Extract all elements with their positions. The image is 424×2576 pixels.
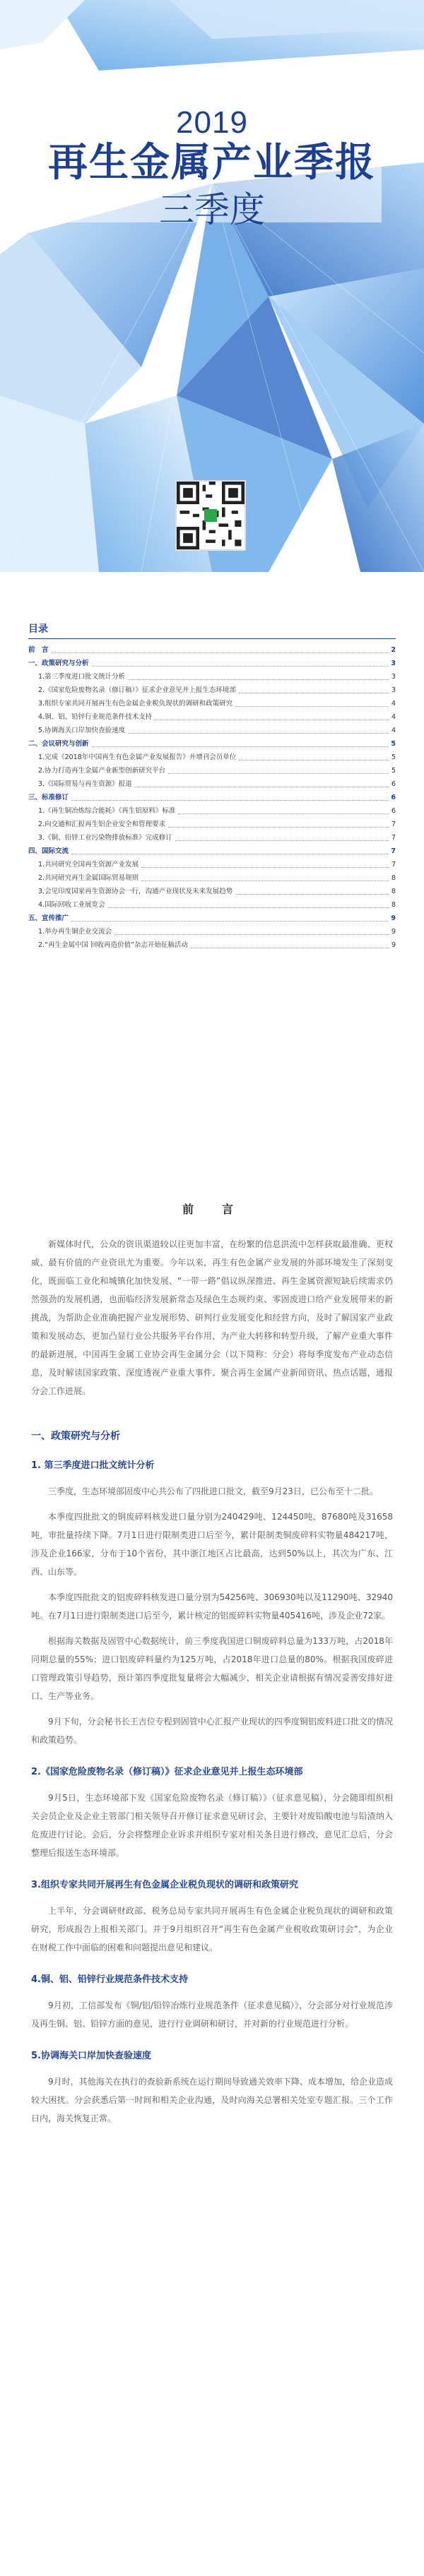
toc-page-number: 5	[391, 767, 396, 775]
paragraph: 9月时，其他海关在执行的查验新系统在运行期间导致通关效率下降、成本增加，给企业造成较大困扰。分会获悉后第一时间和相关企业沟通，及时向海关总署相关处室专题汇报。三个工作日内，海关恢复正常。	[31, 2077, 393, 2123]
toc-section[interactable]	[28, 845, 396, 858]
toc-item[interactable]	[28, 670, 396, 684]
toc-page-number: 7	[391, 821, 396, 828]
paragraph: 上半年，分会调研财政部、税务总局专家共同开展再生有色金属企业税负现状的调研和政策研究，形成报告上报相关部门。并于9月组织召开“再生有色金属产业税收政策研讨会”，为企业在财税工作中面临的困难和问题提出意见和建议。	[31, 1906, 393, 1952]
cover-year: 2019	[176, 105, 248, 140]
toc-entry-text: 前 言	[28, 646, 49, 654]
toc-item[interactable]	[28, 898, 396, 912]
section-1-1-title: 1. 第三季度进口批文统计分析	[31, 1460, 155, 1471]
toc-section[interactable]	[28, 791, 396, 804]
toc-entry-text: 1.第三季度进口批文统计分析	[38, 673, 126, 681]
toc-leader-dots	[175, 840, 389, 841]
toc-page-number: 9	[391, 928, 396, 936]
toc-item[interactable]	[28, 925, 396, 938]
cover	[0, 0, 424, 572]
paragraph: 本季度四批批文的铝废碎料核发进口量分别为54256吨、306930吨以及11290吨、32940吨。在7月1日进行限制类进口后至今，累计核定的铝废碎料实物量405416吨，涉及企业72家。	[31, 1592, 393, 1621]
paragraph: 9月5日，生态环境部下发《国家危险废物名录（修订稿）》（征求意见稿），分会随即组织相关会员企业及企业主管部门相关领导召开修订征求意见研讨会，主要针对废铅酸电池与铅渣纳入危废进行讨论。会后，分会将整理企业诉求并组织专家对相关条目进行修改，意见汇总后，分会整理后报送生态环境部。	[31, 1793, 393, 1858]
toc-entry-text: 四、国际交流	[28, 847, 69, 855]
section-1-4-title: 4.铜、铝、铅锌行业规范条件技术支持	[31, 1974, 188, 1985]
toc-entry-text: 二、会议研究与创新	[28, 740, 89, 748]
toc-page-number: 4	[391, 713, 396, 721]
toc-entry-text: 3.《国际贸易与再生资源》报道	[38, 780, 132, 788]
toc-item[interactable]	[28, 818, 396, 831]
toc-entry-text: 2.“再生金属中国 回收再造价值”杂志开始征稿活动	[38, 941, 188, 949]
toc-page-number: 3	[391, 686, 396, 694]
toc-page-number: 9	[391, 914, 396, 922]
cover-title-block	[0, 106, 424, 230]
toc-entry-text: 4.国际回收工业展览会	[38, 901, 105, 909]
toc-leader-dots	[71, 921, 388, 922]
toc-page-number: 3	[391, 673, 396, 681]
paragraph: 本季度四批批文的铜废碎料核发进口量分别为240429吨、124450吨、87680吨及31658吨，审批量持续下降。7月1日进行限制类进口后至今，累计限制类铜废碎料实物量484217吨，涉及企业166家，分布于10个省份，其中浙江地区占比最高，达到50%以上，其次为广东、江西、山东等。	[31, 1512, 393, 1577]
toc-leader-dots	[141, 867, 389, 868]
toc-page-number: 4	[391, 700, 396, 708]
toc-entry-text: 三、标准修订	[28, 794, 69, 801]
toc-page-number: 9	[391, 941, 396, 949]
toc-list	[28, 643, 396, 952]
toc-leader-dots	[168, 773, 389, 774]
toc-leader-dots	[128, 679, 389, 680]
toc-entry-text: 1.举办再生铜企业交流会	[38, 928, 112, 936]
toc-page-number: 8	[391, 901, 396, 909]
toc-title: 目录	[28, 621, 396, 639]
toc-leader-dots	[92, 666, 389, 667]
toc-entry-text: 2.协力打造再生金属产业新型创新研究平台	[38, 767, 166, 775]
toc-entry-text: 1.完成《2018年中国再生有色金属产业发展报告》并增刊会员单位	[38, 753, 237, 761]
toc-page-number: 3	[391, 660, 396, 667]
toc-page-number: 7	[391, 861, 396, 869]
section-1-4-text	[31, 1996, 393, 2033]
toc-item[interactable]	[28, 710, 396, 724]
report-body	[31, 1200, 393, 2135]
toc-item[interactable]	[28, 871, 396, 885]
toc-section[interactable]	[28, 737, 396, 751]
toc-entry-text: 五、宣传推广	[28, 914, 69, 922]
toc-entry-text: 5.协调海关口岸加快查验速度	[38, 727, 126, 734]
toc-leader-dots	[52, 652, 389, 653]
section-1-3-title: 3.组织专家共同开展再生有色金属企业税负现状的调研和政策研究	[31, 1880, 298, 1890]
toc-entry-text: 2.《国家危险废物名录（修订稿）》征求企业意见并上报生态环境部	[38, 686, 236, 694]
toc-item[interactable]	[28, 858, 396, 871]
toc-item[interactable]	[28, 764, 396, 777]
toc-section[interactable]	[28, 643, 396, 657]
toc-leader-dots	[235, 706, 389, 707]
preface-title: 前 言	[182, 1203, 242, 1216]
toc-leader-dots	[178, 813, 389, 814]
toc-entry-text: 1.共同研究全国再生资源产业发展	[38, 861, 139, 869]
toc-item[interactable]	[28, 831, 396, 845]
section-1-title: 一、政策研究与分析	[31, 1431, 120, 1442]
toc-page-number: 2	[391, 646, 396, 654]
toc-item[interactable]	[28, 885, 396, 898]
cover-title: 再生金属产业季报	[48, 140, 376, 186]
qr-code-icon	[175, 480, 246, 551]
section-1-3-text	[31, 1902, 393, 1957]
toc-page-number: 7	[391, 834, 396, 842]
toc-item[interactable]	[28, 724, 396, 737]
toc-entry-text: 2.共同研究再生金属国际贸易规则	[38, 874, 139, 882]
toc-item[interactable]	[28, 938, 396, 952]
toc-entry-text: 3.《铜、铅锌工业污染物排放标准》完成修订	[38, 834, 172, 842]
table-of-contents	[28, 621, 396, 952]
paragraph: 新媒体时代，公众的资讯渠道较以往更加丰富，在纷繁的信息洪流中怎样获取最准确、更权威、最有价值的产业资讯尤为重要。今年以来，再生有色金属产业发展的外部环境发生了深刻变化，既面临工业化和城镇化加快发展、“一带一路”倡议纵深推进、再生金属资源短缺后续需求仍然强劲的发展机遇，也面临经济发展新常态及绿色生态规约束、零固废进口给产业发展带来的新挑战，为帮助企业准确把握产业发展形势、研判行业发展变化和经营方向，及时了解国家产业政策和发展动态，更加凸显行业公共服务平台作用，为产业大转移和转型升级，了解产业重大事件的最新进展，中国再生金属工业协会再生金属分会（以下简称：分会）将每季度发布产业动态信息，及时解读国家政策、深度透视产业重大事件、聚合再生金属产业新闻资讯、热点话题，通报分会工作进展。	[31, 1239, 393, 1396]
toc-page-number: 5	[391, 753, 396, 761]
toc-page-number: 6	[391, 794, 396, 801]
paragraph: 根据海关数据及固管中心数据统计，前三季度我国进口铜废碎料总量为133万吨，占2018年同期总量的55%；进口铝废碎料量约为125万吨，占2018年进口总量的80%。根据我国废碎进口管理政策引导趋势，预计第四季度批复量将会大幅减少，相关企业请根据有情况妥善安排好进口、生产等业务。	[31, 1636, 393, 1701]
toc-entry-text: 一、政策研究与分析	[28, 660, 89, 667]
toc-leader-dots	[108, 907, 389, 908]
section-1-5-text	[31, 2073, 393, 2128]
toc-page-number: 5	[391, 740, 396, 748]
toc-page-number: 8	[391, 874, 396, 882]
toc-entry-text: 1.《再生铜冶炼综合能耗》《再生铝原料》标准	[38, 807, 176, 815]
toc-item[interactable]	[28, 751, 396, 764]
toc-leader-dots	[168, 827, 389, 828]
toc-page-number: 4	[391, 727, 396, 734]
toc-section[interactable]	[28, 657, 396, 670]
toc-item[interactable]	[28, 684, 396, 697]
toc-entry-text: 3.组织专家共同开展再生有色金属企业税负现状的调研和政策研究	[38, 700, 233, 708]
cover-subtitle: 三季度	[159, 189, 265, 230]
toc-leader-dots	[114, 934, 389, 935]
toc-page-number: 7	[391, 847, 396, 855]
toc-page-number: 8	[391, 888, 396, 895]
toc-section[interactable]	[28, 912, 396, 925]
toc-item[interactable]	[28, 804, 396, 818]
toc-page-number: 6	[391, 807, 396, 815]
toc-entry-text: 3.会见印度国家再生资源协会一行，沟通产业现状及未来发展趋势	[38, 888, 233, 895]
toc-entry-text: 2.向交通和汇报再生铝企业安全和管理要求	[38, 821, 166, 828]
toc-leader-dots	[92, 746, 389, 747]
toc-page-number: 6	[391, 780, 396, 788]
paragraph: 9月下旬，分会秘书长王吉位专程到固管中心汇报产业现状的四季度铜铝废料进口批文的情况和政策趋势。	[31, 1717, 393, 1745]
toc-entry-text: 4.铜、铝、铅锌行业规范条件技术支持	[38, 713, 153, 721]
preface-text	[31, 1235, 393, 1400]
toc-leader-dots	[71, 800, 388, 801]
toc-item[interactable]	[28, 697, 396, 710]
section-1-5-title: 5.协调海关口岸加快查验速度	[31, 2051, 151, 2061]
paragraph: 三季度，生态环境部固废中心共公布了四批进口批文，截至9月23日，已公布至十二批。	[48, 1486, 378, 1496]
section-1-2-text	[31, 1789, 393, 1862]
section-1-1-text	[31, 1482, 393, 1749]
section-1-2-title: 2.《国家危险废物名录（修订稿）》征求企业意见并上报生态环境部	[31, 1767, 303, 1777]
toc-item[interactable]	[28, 777, 396, 791]
toc-leader-dots	[128, 733, 389, 734]
toc-leader-dots	[239, 760, 389, 761]
paragraph: 9月初，工信部发布《铜/铝/铅锌冶炼行业规范条件（征求意见稿）》，分会部分对行业规范涉及再生铜、铝、铅锌方面的意见，进行行业调研和研讨，并对新的行业规范进行分析。	[31, 2000, 393, 2029]
toc-leader-dots	[235, 894, 389, 895]
